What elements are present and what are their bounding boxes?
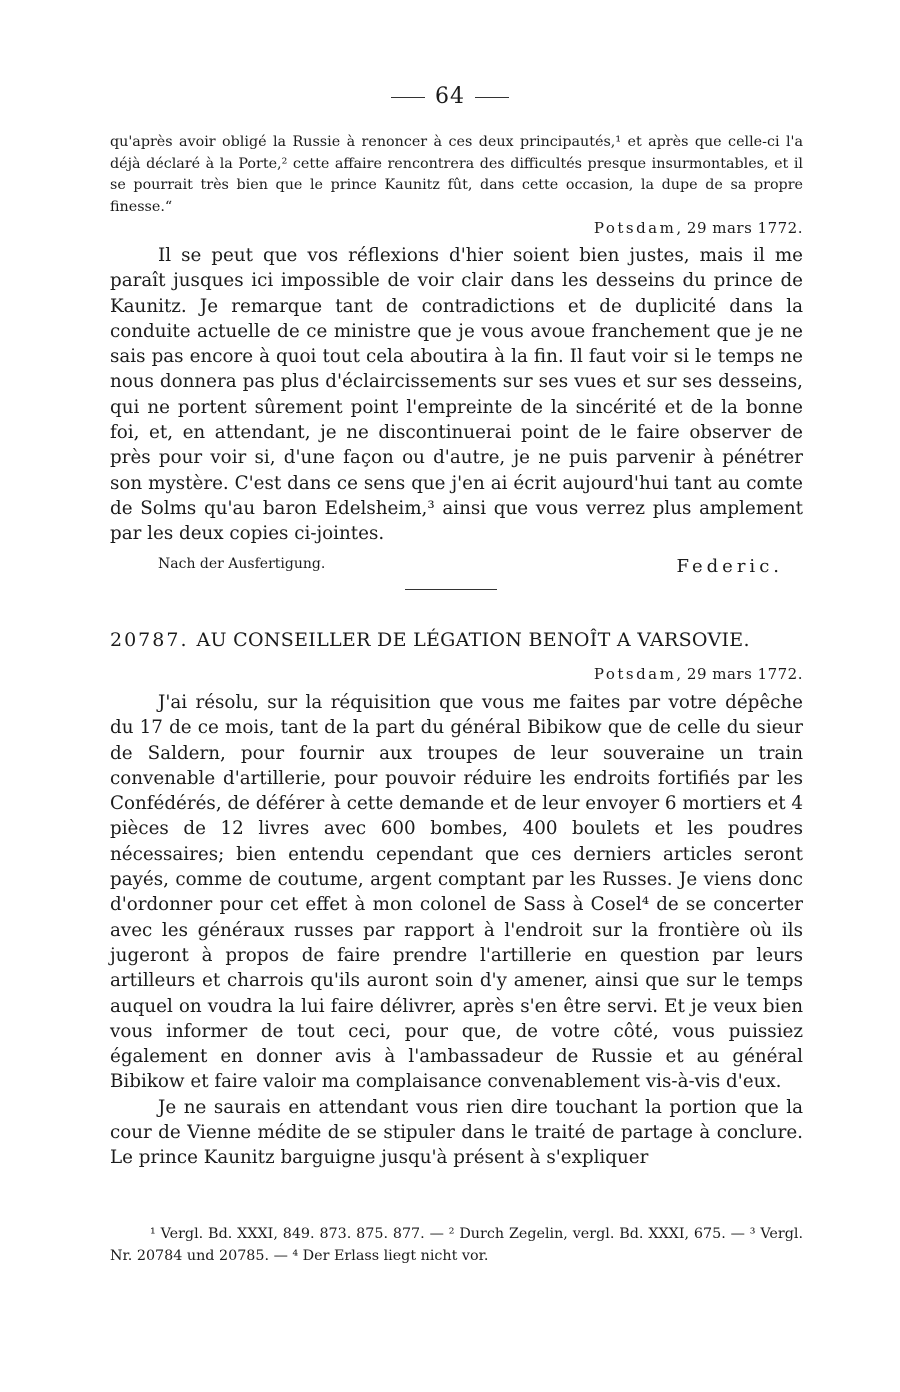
footnote-text: ¹ Vergl. Bd. XXXI, 849. 873. 875. 877. — ² Durch Zegelin, vergl. Bd. XXXI, 675. — ³ Vergl. Nr. 20784 und 20785. — ⁴ Der Erlass liegt nicht vor. xyxy=(110,1226,803,1264)
letter2-heading xyxy=(110,629,803,651)
quoted-passage: qu'après avoir obligé la Russie à renoncer à ces deux principautés,¹ et après que celle-ci l'a déjà déclaré à la Porte,² cette affaire rencontrera des difficultés presque insurmontables, et il se pourrait très bien que le prince Kaunitz fût, dans cette occasion, la dupe de sa propre finesse.“ xyxy=(110,134,803,215)
letter2-dateline: Potsdam, 29 mars 1772. xyxy=(593,665,803,683)
page-number: 64 xyxy=(435,84,465,109)
letter2-paragraph: Je ne saurais en attendant vous rien dire touchant la portion que la cour de Vienne médite de se stipuler dans le traité de partage à conclure. Le prince Kaunitz barguigne jusqu'à présent à s'expliquer xyxy=(110,1096,803,1169)
header-dash-left xyxy=(391,97,425,98)
letter1-dateline: Potsdam, 29 mars 1772. xyxy=(593,219,803,237)
source-note: Nach der Ausfertigung. xyxy=(158,556,326,572)
signature: Federic. xyxy=(676,556,783,577)
letter1-body xyxy=(110,243,803,547)
letter-title: AU CONSEILLER DE LÉGATION BENOÎT A VARSOVIE. xyxy=(196,629,750,651)
letter-number: 20787. xyxy=(110,629,189,651)
letter2-body xyxy=(110,690,803,1171)
footnotes xyxy=(110,1223,803,1267)
page-header xyxy=(0,84,900,109)
letter1-footer xyxy=(158,556,783,577)
letter2-paragraph: J'ai résolu, sur la réquisition que vous me faites par votre dépêche du 17 de ce mois, tant de la part du général Bibikow que de celle du sieur de Saldern, pour fournir aux troupes de leur souveraine un train convenable d'artillerie, pour pouvoir réduire les endroits fortifiés par les Confédérés, de déférer à cette demande et de leur envoyer 6 mortiers et 4 pièces de 12 livres avec 600 bombes, 400 boulets et les poudres nécessaires; bien entendu cependant que ces derniers articles seront payés, comme de coutume, argent comptant par les Russes. Je viens donc d'ordonner pour cet effet à mon colonel de Sass à Cosel⁴ de se concerter avec les généraux russes par rapport à l'endroit sur la frontière où ils jugeront à propos de faire prendre l'artillerie en question par leurs artilleurs et charrois qu'ils auront soin d'y amener, ainsi que sur le temps auquel on voudra la lui faire délivrer, après s'en être servi. Et je veux bien vous informer de tout ceci, pour que, de votre côté, vous puissiez également en donner avis à l'ambassadeur de Russie et au général Bibikow et faire valoir ma complaisance convenablement vis-à-vis d'eux. xyxy=(110,692,803,1093)
letter1-paragraph: Il se peut que vos réflexions d'hier soient bien justes, mais il me paraît jusques ici impossible de voir clair dans les desseins du prince de Kaunitz. Je remarque tant de contradictions et de duplicité dans la conduite actuelle de ce ministre que je vous avoue franchement que je ne sais pas encore à quoi tout cela aboutira à la fin. Il faut voir si le temps ne nous donnera pas plus d'éclaircissements sur ses vues et sur ses desseins, qui ne portent sûrement point l'empreinte de la sincérité et de la bonne foi, et, en attendant, je ne discontinuerai point de le faire observer de près pour voir si, d'une façon ou d'autre, je ne puis parvenir à pénétrer son mystère. C'est dans ce sens que j'en ai écrit aujourd'hui tant au comte de Solms qu'au baron Edelsheim,³ ainsi que vous verrez plus amplement par les deux copies ci-jointes. xyxy=(110,245,803,545)
section-divider xyxy=(405,589,497,590)
header-dash-right xyxy=(475,97,509,98)
